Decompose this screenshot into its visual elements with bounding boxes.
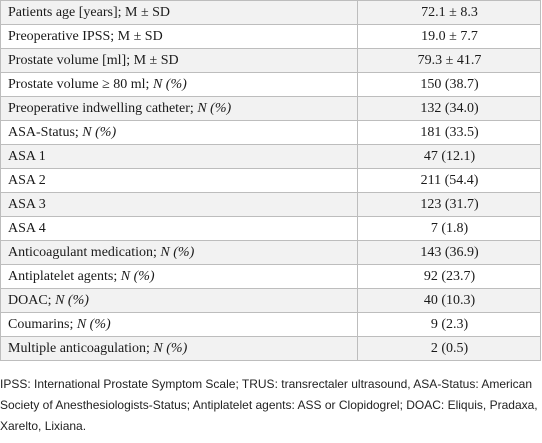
row-value: 2 (0.5) <box>358 337 541 361</box>
row-label-text: Coumarins; <box>8 316 77 332</box>
row-label-text: ASA 2 <box>8 172 46 188</box>
table-row <box>1 193 541 217</box>
table-row <box>1 265 541 289</box>
row-label-text: ASA-Status; <box>8 124 83 140</box>
row-label <box>1 313 358 337</box>
row-label <box>1 1 358 25</box>
row-label <box>1 25 358 49</box>
table-body <box>1 1 541 361</box>
row-value: 211 (54.4) <box>358 169 541 193</box>
table-row <box>1 97 541 121</box>
row-value: 9 (2.3) <box>358 313 541 337</box>
row-label <box>1 241 358 265</box>
table-row <box>1 289 541 313</box>
table-row <box>1 337 541 361</box>
row-label-text: Multiple anticoagulation; <box>8 340 154 356</box>
row-label <box>1 337 358 361</box>
row-label <box>1 265 358 289</box>
row-value: 47 (12.1) <box>358 145 541 169</box>
row-label <box>1 217 358 241</box>
row-stat-notation: N (%) <box>152 76 187 92</box>
table-row <box>1 49 541 73</box>
row-stat-notation: N (%) <box>55 292 89 308</box>
table-row <box>1 73 541 97</box>
row-label <box>1 145 358 169</box>
row-label-text: Preoperative indwelling catheter; <box>8 100 198 116</box>
table-row <box>1 169 541 193</box>
table-row <box>1 25 541 49</box>
row-label <box>1 121 358 145</box>
row-label-text: Preoperative IPSS; M ± SD <box>8 28 163 44</box>
row-stat-notation: N (%) <box>120 268 155 284</box>
row-stat-notation: N (%) <box>197 100 232 116</box>
row-value: 72.1 ± 8.3 <box>358 1 541 25</box>
table-row <box>1 313 541 337</box>
table-footnote: IPSS: International Prostate Symptom Scale; TRUS: transrectaler ultrasound, ASA-Status: American Society of Anesthesiologists-Status; Antiplatelet agents: ASS or Clopidogrel; DOAC: Eliquis, Pradaxa, Xarelto, Lixiana. <box>0 377 538 433</box>
row-label-text: DOAC; <box>8 292 56 308</box>
table-row <box>1 145 541 169</box>
row-label-text: ASA 3 <box>8 196 46 212</box>
row-label-text: Anticoagulant medication; <box>8 244 161 260</box>
row-label <box>1 169 358 193</box>
row-label <box>1 289 358 313</box>
table-row <box>1 121 541 145</box>
row-label-text: Prostate volume [ml]; M ± SD <box>8 52 179 68</box>
row-value: 40 (10.3) <box>358 289 541 313</box>
row-value: 150 (38.7) <box>358 73 541 97</box>
row-label <box>1 73 358 97</box>
row-label-text: ASA 4 <box>8 220 46 236</box>
row-stat-notation: N (%) <box>76 316 111 332</box>
row-value: 79.3 ± 41.7 <box>358 49 541 73</box>
table-row <box>1 1 541 25</box>
row-stat-notation: N (%) <box>82 124 117 140</box>
row-label-text: Patients age [years]; M ± SD <box>8 4 171 20</box>
row-value: 19.0 ± 7.7 <box>358 25 541 49</box>
row-label-text: ASA 1 <box>8 148 46 164</box>
row-label <box>1 49 358 73</box>
row-value: 7 (1.8) <box>358 217 541 241</box>
row-stat-notation: N (%) <box>160 244 195 260</box>
row-value: 132 (34.0) <box>358 97 541 121</box>
row-label <box>1 193 358 217</box>
row-value: 123 (31.7) <box>358 193 541 217</box>
row-value: 143 (36.9) <box>358 241 541 265</box>
table-row <box>1 241 541 265</box>
row-value: 181 (33.5) <box>358 121 541 145</box>
row-label-text: Prostate volume ≥ 80 ml; <box>8 76 153 92</box>
row-value: 92 (23.7) <box>358 265 541 289</box>
table-row <box>1 217 541 241</box>
row-label-text: Antiplatelet agents; <box>8 268 121 284</box>
row-stat-notation: N (%) <box>153 340 188 356</box>
row-label <box>1 97 358 121</box>
